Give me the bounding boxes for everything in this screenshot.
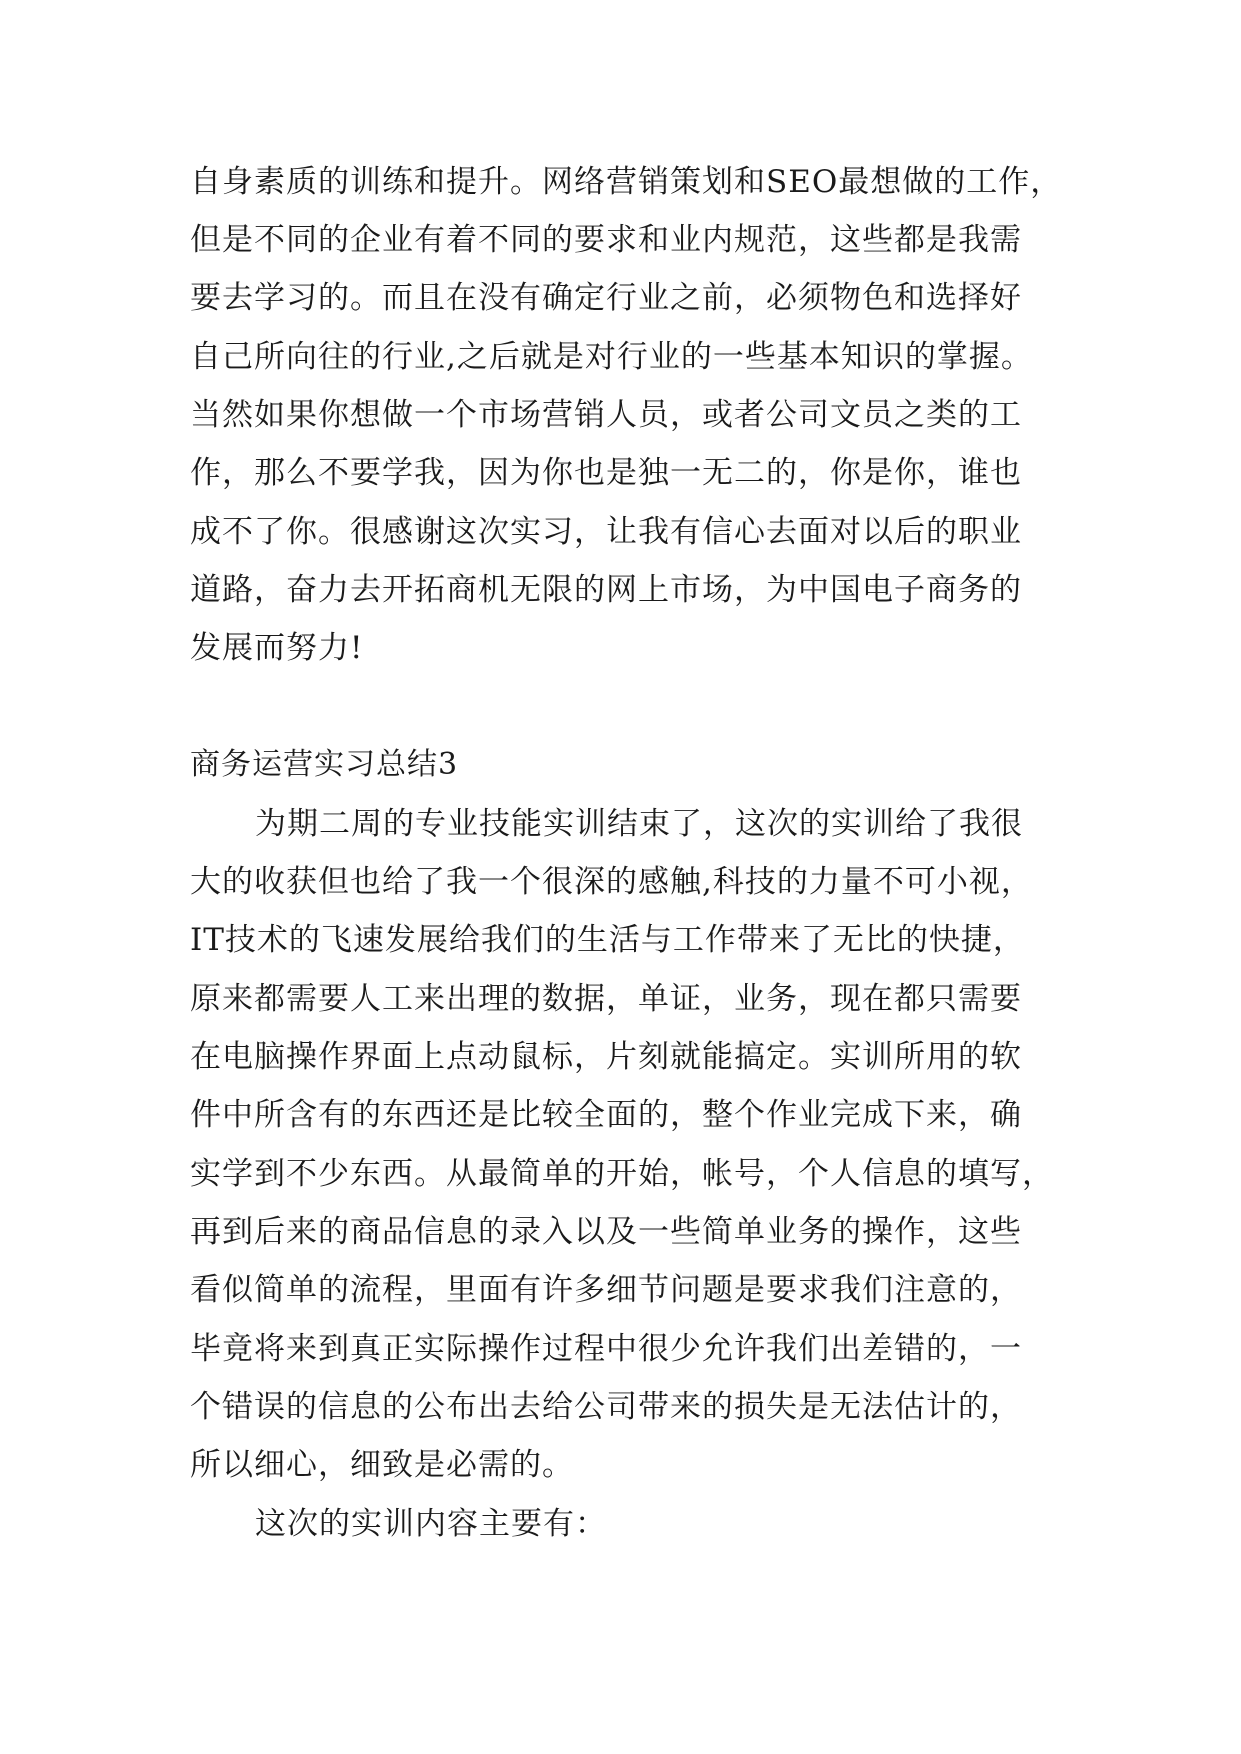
paragraph-line: 要去学习的。而且在没有确定行业之前，必须物色和选择好 — [190, 280, 1022, 316]
paragraph-line: 为期二周的专业技能实训结束了，这次的实训给了我很 — [255, 806, 1023, 842]
paragraph-line: 所以细心，细致是必需的。 — [190, 1447, 574, 1483]
paragraph-line: 原来都需要人工来出理的数据，单证，业务，现在都只需要 — [190, 981, 1022, 1017]
paragraph-line: 再到后来的商品信息的录入以及一些简单业务的操作，这些 — [190, 1214, 1022, 1250]
paragraph-line: 看似简单的流程，里面有许多细节问题是要求我们注意的， — [190, 1272, 1022, 1308]
paragraph-line: 但是不同的企业有着不同的要求和业内规范，这些都是我需 — [190, 222, 1022, 258]
paragraph-line: 大的收获但也给了我一个很深的感触,科技的力量不可小视， — [190, 864, 1033, 900]
paragraph-line: IT技术的飞速发展给我们的生活与工作带来了无比的快捷， — [190, 922, 1025, 958]
paragraph-line: 这次的实训内容主要有： — [255, 1506, 607, 1542]
paragraph-line: 实学到不少东西。从最简单的开始，帐号，个人信息的填写， — [190, 1156, 1054, 1192]
paragraph-line: 自身素质的训练和提升。网络营销策划和SEO最想做的工作， — [190, 164, 1063, 200]
paragraph-line: 当然如果你想做一个市场营销人员，或者公司文员之类的工 — [190, 397, 1022, 433]
paragraph-line: 成不了你。很感谢这次实习，让我有信心去面对以后的职业 — [190, 514, 1022, 550]
paragraph-line: 自己所向往的行业,之后就是对行业的一些基本知识的掌握。 — [190, 339, 1033, 375]
section-heading: 商务运营实习总结3 — [190, 747, 459, 782]
paragraph-line: 件中所含有的东西还是比较全面的，整个作业完成下来，确 — [190, 1097, 1022, 1133]
paragraph-line: 在电脑操作界面上点动鼠标，片刻就能搞定。实训所用的软 — [190, 1039, 1022, 1075]
paragraph-line: 发展而努力! — [190, 630, 364, 666]
paragraph-line: 毕竟将来到真正实际操作过程中很少允许我们出差错的，一 — [190, 1331, 1022, 1367]
paragraph-line: 道路，奋力去开拓商机无限的网上市场，为中国电子商务的 — [190, 572, 1022, 608]
paragraph-line: 作，那么不要学我，因为你也是独一无二的，你是你，谁也 — [190, 455, 1022, 491]
paragraph-line: 个错误的信息的公布出去给公司带来的损失是无法估计的， — [190, 1389, 1022, 1425]
